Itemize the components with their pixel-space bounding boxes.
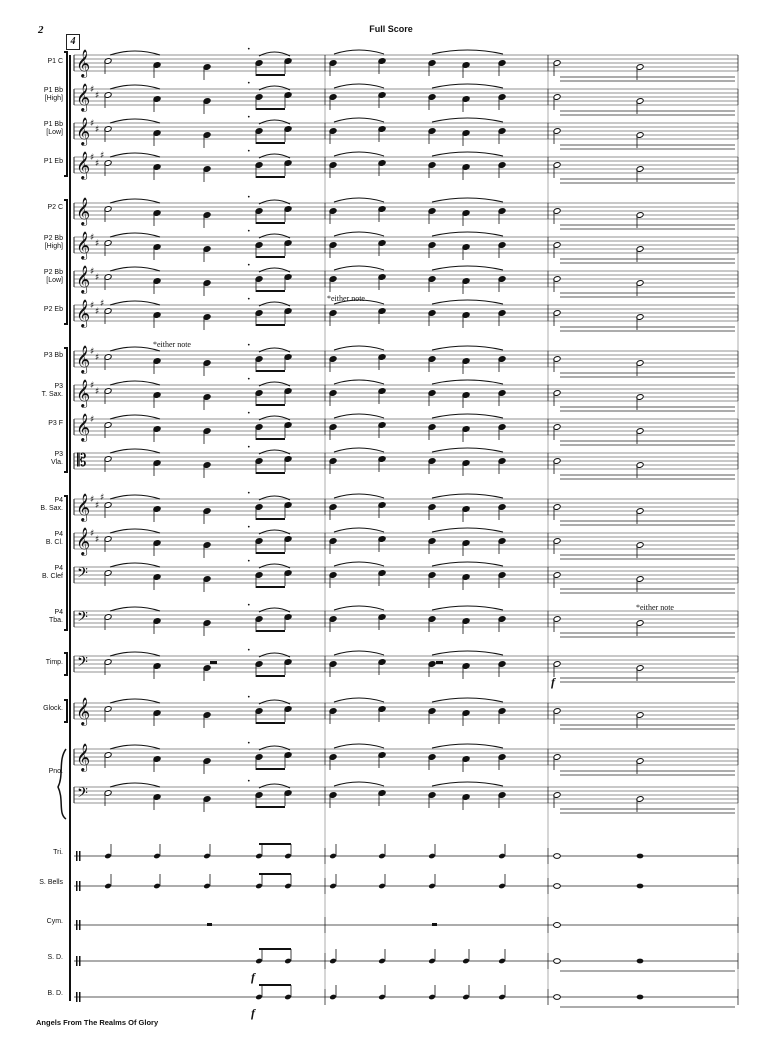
group-bracket <box>64 200 67 324</box>
staccato-icon: • <box>247 694 251 701</box>
slur <box>259 530 290 534</box>
treble-clef-icon: 𝄞 <box>76 299 91 327</box>
slur <box>334 118 384 122</box>
staccato-icon: • <box>247 602 251 609</box>
staccato-icon: • <box>247 296 251 303</box>
treble-clef-icon: 𝄞 <box>76 83 91 111</box>
staccato-icon: • <box>247 114 251 121</box>
slur <box>432 300 503 304</box>
slur <box>334 448 384 452</box>
sharp-icon: ♯ <box>90 529 95 539</box>
treble-clef-icon: 𝄞 <box>76 379 91 407</box>
slur <box>334 562 384 566</box>
instrument-label-cym: Cym. <box>46 918 63 925</box>
slur <box>334 494 384 498</box>
notehead-sd <box>554 959 561 964</box>
notehead-sbells <box>554 884 561 889</box>
treble-clef-icon: 𝄞 <box>76 413 91 441</box>
instrument-label-p1bblow: P1 Bb [Low] <box>43 121 63 136</box>
treble-clef-icon: 𝄞 <box>76 197 91 225</box>
slur <box>259 700 290 704</box>
treble-clef-icon: 𝄞 <box>76 49 91 77</box>
sharp-icon: ♯ <box>95 159 100 169</box>
slur <box>259 608 290 612</box>
staccato-icon: • <box>247 228 251 235</box>
piano-brace-icon <box>58 749 66 819</box>
bass-clef-icon: 𝄢 <box>77 565 88 585</box>
slur <box>432 448 503 452</box>
perc-clef-icon <box>76 992 78 1002</box>
sharp-icon: ♯ <box>90 495 95 505</box>
instrument-label-timp: Timp. <box>45 659 63 666</box>
slur <box>432 232 503 236</box>
slur <box>110 153 160 157</box>
instrument-label-sd: S. D. <box>47 954 63 961</box>
treble-clef-icon: 𝄞 <box>76 697 91 725</box>
instrument-label-p4tba: P4 Tba. <box>48 609 63 624</box>
rest-icon <box>436 661 443 664</box>
slur <box>334 698 384 702</box>
staccato-icon: • <box>247 194 251 201</box>
rest-icon <box>207 923 212 926</box>
instrument-label-p1eb: P1 Eb <box>43 158 63 165</box>
slur <box>259 348 290 352</box>
staccato-icon: • <box>247 262 251 269</box>
staccato-icon: • <box>247 444 251 451</box>
slur <box>110 699 160 703</box>
annotation-either-note-p2eb: *either note <box>327 294 365 303</box>
perc-clef-icon <box>79 920 81 930</box>
slur <box>334 232 384 236</box>
perc-clef-icon <box>76 851 78 861</box>
slur <box>334 50 384 54</box>
instrument-label-p3tsax: P3 T. Sax. <box>41 383 63 398</box>
slur <box>259 416 290 420</box>
group-bracket <box>64 700 67 722</box>
bass-clef-icon: 𝄢 <box>77 609 88 629</box>
sharp-icon: ♯ <box>90 153 95 163</box>
instrument-label-p4bsax: P4 B. Sax. <box>40 497 63 512</box>
slur <box>110 529 160 533</box>
sharp-icon: ♯ <box>100 151 105 161</box>
slur <box>334 744 384 748</box>
notehead-cym <box>554 923 561 928</box>
dynamic-sd: f <box>251 970 255 984</box>
rehearsal-mark: 4 <box>66 34 80 50</box>
slur <box>432 118 503 122</box>
instrument-label-p3vla: P3 Vla. <box>50 451 63 466</box>
slur <box>110 652 160 656</box>
slur <box>334 606 384 610</box>
slur <box>334 152 384 156</box>
slur <box>432 698 503 702</box>
slur <box>334 380 384 384</box>
slur <box>259 450 290 454</box>
slur <box>432 414 503 418</box>
sharp-icon: ♯ <box>90 267 95 277</box>
sharp-icon: ♯ <box>95 307 100 317</box>
perc-clef-icon <box>76 920 78 930</box>
staccato-icon: • <box>247 740 251 747</box>
notehead-sbells <box>637 884 644 889</box>
perc-clef-icon <box>79 956 81 966</box>
notehead-tri <box>554 854 561 859</box>
staccato-icon: • <box>247 524 251 531</box>
slur <box>110 233 160 237</box>
slur <box>432 266 503 270</box>
slur <box>334 346 384 350</box>
sharp-icon: ♯ <box>90 381 95 391</box>
slur <box>110 301 160 305</box>
staccato-icon: • <box>247 80 251 87</box>
sharp-icon: ♯ <box>95 353 100 363</box>
rest-icon <box>210 661 217 664</box>
slur <box>259 496 290 500</box>
rest-icon <box>432 923 437 926</box>
sharp-icon: ♯ <box>90 347 95 357</box>
staccato-icon: • <box>247 778 251 785</box>
instrument-label-p4bclef: P4 B. Clef <box>41 565 63 580</box>
staccato-icon: • <box>247 647 251 654</box>
sharp-icon: ♯ <box>95 91 100 101</box>
instrument-label-pno: Pno. <box>48 768 63 775</box>
slur <box>432 84 503 88</box>
instrument-label-p1c: P1 C <box>47 58 63 65</box>
treble-clef-icon: 𝄞 <box>76 345 91 373</box>
slur <box>110 449 160 453</box>
staccato-icon: • <box>247 46 251 53</box>
slur <box>259 784 290 788</box>
footer-title: Angels From The Realms Of Glory <box>36 1018 159 1027</box>
sharp-icon: ♯ <box>95 501 100 511</box>
slur <box>259 382 290 386</box>
slur <box>432 606 503 610</box>
treble-clef-icon: 𝄞 <box>76 231 91 259</box>
slur <box>259 234 290 238</box>
slur <box>259 52 290 56</box>
sharp-icon: ♯ <box>95 273 100 283</box>
sharp-icon: ♯ <box>95 535 100 545</box>
instrument-label-p2bbhigh: P2 Bb [High] <box>43 235 63 250</box>
dynamic-timp: f <box>551 675 555 689</box>
group-bracket <box>64 348 67 472</box>
slur <box>334 84 384 88</box>
alto-clef-icon: 𝄡 <box>77 451 87 471</box>
slur <box>432 198 503 202</box>
slur <box>334 651 384 655</box>
instrument-label-glock: Glock. <box>43 705 63 712</box>
slur <box>334 198 384 202</box>
staccato-icon: • <box>247 148 251 155</box>
notehead-tri <box>637 854 644 859</box>
staccato-icon: • <box>247 410 251 417</box>
slur <box>259 86 290 90</box>
slur <box>110 85 160 89</box>
treble-clef-icon: 𝄞 <box>76 743 91 771</box>
slur <box>432 494 503 498</box>
staccato-icon: • <box>247 558 251 565</box>
slur <box>432 528 503 532</box>
slur <box>110 381 160 385</box>
instrument-label-tri: Tri. <box>53 849 63 856</box>
sharp-icon: ♯ <box>90 119 95 129</box>
treble-clef-icon: 𝄞 <box>76 265 91 293</box>
slur <box>432 782 503 786</box>
perc-clef-icon <box>79 992 81 1002</box>
staccato-icon: • <box>247 490 251 497</box>
bass-clef-icon: 𝄢 <box>77 654 88 674</box>
staccato-icon: • <box>247 342 251 349</box>
instrument-label-sbells: S. Bells <box>39 879 63 886</box>
slur <box>110 745 160 749</box>
perc-clef-icon <box>76 881 78 891</box>
sharp-icon: ♯ <box>95 125 100 135</box>
slur <box>432 562 503 566</box>
score-title: Full Score <box>369 24 413 34</box>
slur <box>432 152 503 156</box>
instrument-label-p2c: P2 C <box>47 204 63 211</box>
slur <box>110 267 160 271</box>
slur <box>259 268 290 272</box>
instrument-label-p2eb: P2 Eb <box>43 306 63 313</box>
treble-clef-icon: 𝄞 <box>76 493 91 521</box>
sharp-icon: ♯ <box>90 415 95 425</box>
slur <box>259 564 290 568</box>
group-bracket <box>64 52 67 176</box>
slur <box>110 119 160 123</box>
perc-clef-icon <box>79 881 81 891</box>
sharp-icon: ♯ <box>95 239 100 249</box>
instrument-label-p3f: P3 F <box>48 420 63 427</box>
notehead-bd <box>637 995 644 1000</box>
notehead-bd <box>554 995 561 1000</box>
slur <box>334 414 384 418</box>
page-number: 2 <box>38 24 44 36</box>
instrument-label-p4bcl: P4 B. Cl. <box>45 531 63 546</box>
slur <box>334 266 384 270</box>
slur <box>259 120 290 124</box>
slur <box>110 563 160 567</box>
staccato-icon: • <box>247 376 251 383</box>
slur <box>110 783 160 787</box>
slur <box>259 200 290 204</box>
perc-clef-icon <box>76 956 78 966</box>
annotation-either-note-p3bb: *either note <box>153 340 191 349</box>
slur <box>110 51 160 55</box>
slur <box>259 746 290 750</box>
slur <box>334 782 384 786</box>
treble-clef-icon: 𝄞 <box>76 151 91 179</box>
slur <box>110 199 160 203</box>
slur <box>432 50 503 54</box>
sharp-icon: ♯ <box>90 85 95 95</box>
slur <box>432 346 503 350</box>
instrument-label-bd: B. D. <box>47 990 63 997</box>
sharp-icon: ♯ <box>95 387 100 397</box>
slur <box>110 415 160 419</box>
sharp-icon: ♯ <box>100 493 105 503</box>
slur <box>110 607 160 611</box>
perc-clef-icon <box>79 851 81 861</box>
bass-clef-icon: 𝄢 <box>77 785 88 805</box>
notehead-sd <box>637 959 644 964</box>
sharp-icon: ♯ <box>90 301 95 311</box>
dynamic-bd: f <box>251 1006 255 1020</box>
slur <box>432 380 503 384</box>
annotation-either-note-tba: *either note <box>636 603 674 612</box>
sharp-icon: ♯ <box>100 299 105 309</box>
instrument-label-p1bbhigh: P1 Bb [High] <box>43 87 63 102</box>
slur <box>334 528 384 532</box>
slur <box>259 154 290 158</box>
group-bracket <box>64 653 67 675</box>
instrument-label-p3bb: P3 Bb <box>43 352 63 359</box>
treble-clef-icon: 𝄞 <box>76 117 91 145</box>
group-bracket <box>64 496 67 630</box>
treble-clef-icon: 𝄞 <box>76 527 91 555</box>
slur <box>432 651 503 655</box>
sharp-icon: ♯ <box>90 233 95 243</box>
slur <box>110 495 160 499</box>
instrument-label-p2bblow: P2 Bb [Low] <box>43 269 63 284</box>
slur <box>432 744 503 748</box>
slur <box>259 653 290 657</box>
slur <box>259 302 290 306</box>
